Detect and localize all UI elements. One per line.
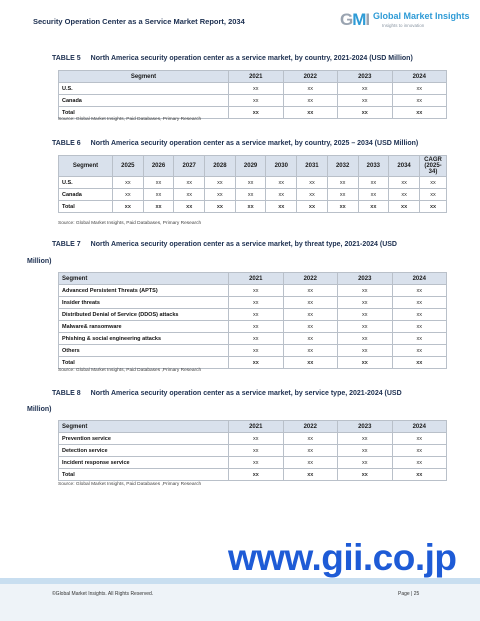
watermark: www.gii.co.jp (228, 537, 457, 578)
table-cell: xx (297, 189, 328, 201)
table-7-caption: TABLE 7 North America security operation center as a service market, by threat type, 2021-2024 (USD (52, 241, 397, 248)
column-header: 2024 (392, 273, 447, 285)
table-5-source: Source: Global Market Insights, Paid Databases, Primary Research (58, 117, 202, 122)
table-cell: xx (229, 357, 284, 369)
table-cell: xx (283, 357, 338, 369)
footer-stripe (0, 578, 480, 584)
table-8 (58, 420, 447, 481)
table-cell: xx (392, 445, 447, 457)
row-label: Total (59, 469, 229, 481)
table-cell: xx (283, 445, 338, 457)
table-row (59, 83, 447, 95)
table-cell: xx (229, 285, 284, 297)
table-cell: xx (392, 83, 447, 95)
column-header: 2023 (338, 421, 393, 433)
table-cell: xx (392, 297, 447, 309)
table-cell: xx (235, 201, 266, 213)
table-row (59, 469, 447, 481)
table-cell: xx (205, 189, 236, 201)
table-cell: xx (338, 469, 393, 481)
column-header: 2022 (283, 71, 338, 83)
table-cell: xx (420, 201, 447, 213)
table-row (59, 201, 447, 213)
row-label: Prevention service (59, 433, 229, 445)
table-cell: xx (229, 95, 284, 107)
column-header: 2029 (235, 156, 266, 177)
table-cell: xx (338, 333, 393, 345)
table-6-source: Source: Global Market Insights, Paid Databases, Primary Research (58, 221, 202, 226)
table-cell: xx (358, 189, 389, 201)
column-header: 2028 (205, 156, 236, 177)
table-8-caption-cont: Million) (27, 406, 52, 413)
table-cell: xx (389, 189, 420, 201)
company-logo (340, 8, 470, 34)
table-row (59, 357, 447, 369)
column-header: 2026 (143, 156, 174, 177)
table-cell: xx (327, 201, 358, 213)
column-header: 2027 (174, 156, 205, 177)
table-cell: xx (229, 457, 284, 469)
table-cell: xx (283, 83, 338, 95)
table-cell: xx (338, 357, 393, 369)
table-cell: xx (338, 107, 393, 119)
table-cell: xx (229, 107, 284, 119)
table-cell: xx (283, 309, 338, 321)
column-header: 2022 (283, 273, 338, 285)
table-row (59, 333, 447, 345)
table-cell: xx (338, 457, 393, 469)
column-header: CAGR (2025-34) (420, 156, 447, 177)
column-header: 2034 (389, 156, 420, 177)
table-row (59, 321, 447, 333)
table-cell: xx (283, 433, 338, 445)
page-header (0, 0, 480, 40)
table-cell: xx (235, 189, 266, 201)
table-cell: xx (283, 297, 338, 309)
table-row (59, 189, 447, 201)
row-label: Distributed Denial of Service (DDOS) attacks (59, 309, 229, 321)
table-cell: xx (283, 285, 338, 297)
table-6-caption: TABLE 6 North America security operation center as a service market, by country, 2025 – 2034 (USD Million) (52, 140, 419, 147)
table-cell: xx (389, 177, 420, 189)
report-title: Security Operation Center as a Service Market Report, 2034 (33, 17, 245, 26)
table-row (59, 297, 447, 309)
column-header: 2022 (283, 421, 338, 433)
column-header: 2021 (229, 421, 284, 433)
table-cell: xx (229, 469, 284, 481)
column-header: Segment (59, 421, 229, 433)
row-label: Total (59, 201, 113, 213)
table-cell: xx (327, 177, 358, 189)
table-cell: xx (113, 177, 144, 189)
column-header: 2021 (229, 273, 284, 285)
table-cell: xx (143, 177, 174, 189)
table-cell: xx (229, 309, 284, 321)
table-8-source: Source: Global Market Insights, Paid Databases ,Primary Research (58, 482, 202, 487)
table-7 (58, 272, 447, 369)
table-cell: xx (174, 177, 205, 189)
table-cell: xx (229, 333, 284, 345)
table-cell: xx (420, 177, 447, 189)
table-cell: xx (229, 297, 284, 309)
table-cell: xx (297, 177, 328, 189)
table-cell: xx (338, 309, 393, 321)
table-5 (58, 70, 447, 119)
table-cell: xx (392, 433, 447, 445)
copyright-text: ©Global Market Insights. All Rights Reserved. (52, 591, 154, 597)
column-header: 2024 (392, 71, 447, 83)
table-cell: xx (338, 297, 393, 309)
table-cell: xx (229, 321, 284, 333)
column-header: Segment (59, 273, 229, 285)
table-cell: xx (229, 345, 284, 357)
table-cell: xx (283, 345, 338, 357)
table-5-caption: TABLE 5 North America security operation center as a service market, by country, 2021-2024 (USD Million) (52, 55, 413, 62)
table-cell: xx (338, 285, 393, 297)
column-header: 2030 (266, 156, 297, 177)
table-row (59, 345, 447, 357)
table-row (59, 433, 447, 445)
row-label: Incident response service (59, 457, 229, 469)
table-cell: xx (283, 457, 338, 469)
table-cell: xx (235, 177, 266, 189)
table-cell: xx (174, 189, 205, 201)
table-cell: xx (392, 345, 447, 357)
column-header: 2032 (327, 156, 358, 177)
column-header: 2023 (338, 273, 393, 285)
table-cell: xx (338, 433, 393, 445)
column-header: Segment (59, 156, 113, 177)
column-header: 2021 (229, 71, 284, 83)
logo-name: Global Market Insights (373, 11, 470, 21)
column-header: 2025 (113, 156, 144, 177)
table-8-caption: TABLE 8 North America security operation center as a service market, by service type, 2021-2024 (USD (52, 390, 402, 397)
table-row (59, 177, 447, 189)
table-cell: xx (392, 309, 447, 321)
gmi-logo-icon: GMI (340, 10, 370, 29)
table-cell: xx (229, 445, 284, 457)
table-row (59, 445, 447, 457)
table-cell: xx (338, 83, 393, 95)
table-cell: xx (392, 333, 447, 345)
column-header: 2024 (392, 421, 447, 433)
table-cell: xx (297, 201, 328, 213)
table-cell: xx (392, 107, 447, 119)
table-cell: xx (392, 457, 447, 469)
table-cell: xx (358, 201, 389, 213)
table-6 (58, 155, 447, 213)
column-header: 2031 (297, 156, 328, 177)
row-label: Advanced Persistent Threats (APTS) (59, 285, 229, 297)
table-cell: xx (283, 469, 338, 481)
row-label: Canada (59, 95, 229, 107)
table-cell: xx (389, 201, 420, 213)
row-label: Others (59, 345, 229, 357)
table-cell: xx (338, 321, 393, 333)
row-label: Phishing & social engineering attacks (59, 333, 229, 345)
table-cell: xx (358, 177, 389, 189)
row-label: Malware& ransomware (59, 321, 229, 333)
table-cell: xx (392, 469, 447, 481)
table-cell: xx (143, 201, 174, 213)
page-number: Page | 25 (398, 591, 420, 597)
table-cell: xx (392, 285, 447, 297)
table-cell: xx (113, 201, 144, 213)
row-label: U.S. (59, 83, 229, 95)
table-cell: xx (392, 95, 447, 107)
page-footer (0, 578, 480, 621)
column-header: 2033 (358, 156, 389, 177)
table-7-source: Source: Global Market Insights, Paid Databases ,Primary Research (58, 368, 202, 373)
row-label: Total (59, 357, 229, 369)
column-header: Segment (59, 71, 229, 83)
table-7-caption-cont: Million) (27, 258, 52, 265)
table-cell: xx (143, 189, 174, 201)
table-row (59, 309, 447, 321)
table-cell: xx (205, 177, 236, 189)
table-cell: xx (420, 189, 447, 201)
table-cell: xx (266, 177, 297, 189)
table-cell: xx (338, 445, 393, 457)
row-label: Insider threats (59, 297, 229, 309)
row-label: Detection service (59, 445, 229, 457)
table-cell: xx (283, 95, 338, 107)
table-cell: xx (174, 201, 205, 213)
table-cell: xx (392, 321, 447, 333)
table-cell: xx (283, 107, 338, 119)
row-label: Total (59, 107, 229, 119)
table-cell: xx (338, 95, 393, 107)
logo-tagline: Insights to innovation (382, 23, 425, 28)
row-label: Canada (59, 189, 113, 201)
row-label: U.S. (59, 177, 113, 189)
table-cell: xx (283, 321, 338, 333)
table-row (59, 95, 447, 107)
table-cell: xx (266, 201, 297, 213)
table-cell: xx (229, 83, 284, 95)
table-cell: xx (266, 189, 297, 201)
table-cell: xx (392, 357, 447, 369)
table-cell: xx (338, 345, 393, 357)
table-row (59, 285, 447, 297)
column-header: 2023 (338, 71, 393, 83)
table-cell: xx (229, 433, 284, 445)
table-cell: xx (283, 333, 338, 345)
table-row (59, 457, 447, 469)
table-cell: xx (205, 201, 236, 213)
table-cell: xx (113, 189, 144, 201)
table-cell: xx (327, 189, 358, 201)
